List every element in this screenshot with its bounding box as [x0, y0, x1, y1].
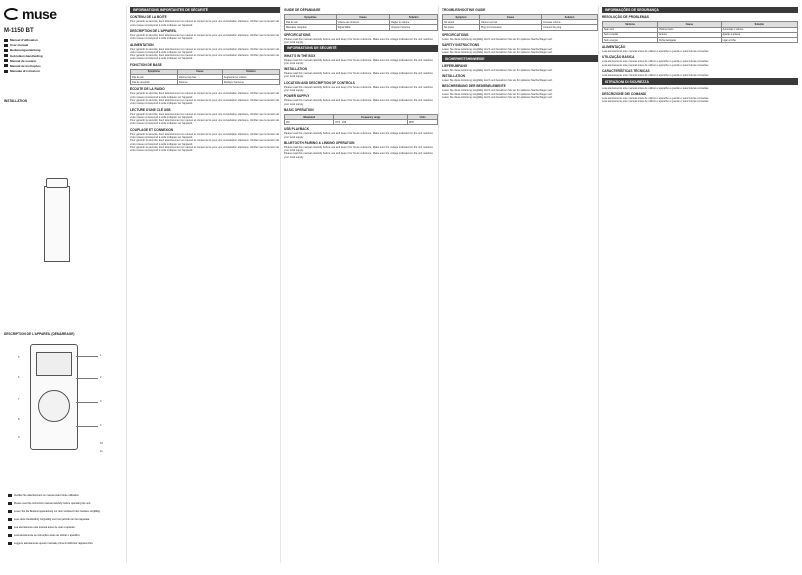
body-text: Pour garantir la sécurité, lisez attentivement ce manuel et conservez-le pour une consultation ultérieure. Vérifiez que la tension de votre réseau correspond à celle indiquée sur l'appareil. — [130, 139, 280, 146]
section-heading: LECTURE D'UNE CLÉ USB — [130, 107, 171, 112]
callout-number: 10 — [100, 442, 103, 445]
body-text: Leia atentamente este manual antes de utilizar o aparelho e guarde-o para futuras consultas. — [602, 96, 709, 100]
flag-icon — [4, 64, 8, 67]
portuguese-panel — [602, 6, 798, 563]
device-side-illustration — [44, 186, 70, 262]
flag-icon — [8, 542, 12, 545]
section-banner: INFORMAÇÕES DE SEGURANÇA — [602, 7, 798, 13]
device-display-illustration — [36, 352, 72, 376]
body-text: Pour garantir la sécurité, lisez attentivement ce manuel et conservez-le pour une consultation ultérieure. Vérifiez que la tension de votre réseau correspond à celle indiquée sur l'appareil. — [130, 47, 280, 54]
body-text: Lesen Sie diese Anleitung sorgfältig durch und bewahren Sie sie für späteres Nachschlagen auf. — [442, 51, 553, 55]
body-text: Leia atentamente este manual antes de utilizar o aparelho e guarde-o para futuras consultas. — [602, 60, 709, 64]
table-header-row: Symptôme Cause Solution — [131, 69, 280, 74]
section-heading: ALIMENTATION — [130, 42, 154, 47]
flag-icon — [8, 526, 12, 529]
german-panel — [442, 6, 599, 563]
cover-panel — [4, 6, 127, 563]
notice-row: Leia atentamente as instruções antes de utilizar o aparelho. — [8, 534, 80, 537]
callout-line — [76, 402, 98, 403]
notice-row: Lea atentamente este manual antes de usar el aparato. — [8, 526, 75, 529]
table-row: Pas de réception Antenne Déployer l'antenne — [131, 80, 280, 85]
section-heading: WHAT'S IN THE BOX — [284, 53, 316, 58]
table-header-row: Waveband Frequency range Units — [285, 114, 438, 119]
language-item: User manual — [4, 43, 126, 47]
table-header-row: Sintoma Causa Solução — [603, 22, 798, 27]
logo-swirl-icon — [4, 8, 20, 20]
section-heading: INSTALLATION — [442, 74, 465, 79]
section-heading: INSTALLATION — [284, 67, 307, 72]
section-heading: USB PLAYBACK — [284, 127, 310, 132]
body-text: Lesen Sie diese Anleitung sorgfältig durch und bewahren Sie sie für späteres Nachschlagen auf. — [442, 37, 553, 41]
flag-icon — [8, 518, 12, 521]
body-text: Pour garantir la sécurité, lisez attentivement ce manuel et conservez-le pour une consultation ultérieure. Vérifiez que la tension de votre réseau correspond à celle indiquée sur l'appareil. — [130, 54, 280, 61]
speaker-grille-illustration — [38, 390, 70, 422]
section-heading: ALIMENTAÇÃO — [602, 45, 626, 50]
body-text: Pour garantir la sécurité, lisez attentivement ce manuel et conservez-le pour une consultation ultérieure. Vérifiez que la tension de votre réseau correspond à celle indiquée sur l'appareil. — [130, 145, 280, 153]
body-text: Please read this manual carefully before use and keep it for future reference. Make sure the voltage indicated on the unit matches your local supply. — [284, 99, 433, 106]
flag-icon — [8, 502, 12, 505]
body-text: Please read this manual carefully before use and keep it for future reference. Make sure the voltage indicated on the unit matches your local supply. — [284, 145, 433, 153]
callout-number: 2 — [100, 376, 102, 379]
table-header-row: Symptôme Cause Solution — [285, 15, 438, 20]
callout-number: 9 — [18, 436, 20, 439]
section-heading: UTILIZAÇÃO BÁSICA — [602, 55, 635, 60]
body-text: Leia atentamente este manual antes de utilizar o aparelho e guarde-o para futuras consultas. — [602, 100, 709, 104]
table-row: FM 87.5 - 108 MHz — [285, 120, 438, 125]
description-heading: DESCRIPTION DE L'APPAREIL (DÉMARRAGE) — [4, 332, 75, 336]
section-heading: BASIC OPERATION — [284, 107, 314, 112]
notice-row: Please read the instruction manual carefully before operating the unit. — [8, 502, 91, 505]
callout-number: 1 — [100, 354, 102, 357]
brand-name: muse — [22, 6, 57, 22]
callout-line — [76, 426, 98, 427]
notice-row: Lesen Sie die Bedienungsanleitung vor dem Gebrauch des Gerätes sorgfältig. — [8, 510, 100, 513]
flag-icon — [4, 39, 8, 42]
flag-icon — [8, 534, 12, 537]
body-text: Leia atentamente este manual antes de utilizar o aparelho e guarde-o para futuras consultas. — [602, 86, 709, 90]
section-heading: GUIDE DE DÉPANNAGE — [284, 8, 321, 12]
body-text: Pour garantir la sécurité, lisez attentivement ce manuel et conservez-le pour une consultation ultérieure. Vérifiez que la tension de votre réseau correspond à celle indiquée sur l'appareil. — [130, 33, 280, 41]
notice-row: Veuillez lire attentivement ce manuel avant toute utilisation. — [8, 494, 79, 497]
section-heading: CARACTERÍSTICAS TÉCNICAS — [602, 69, 650, 74]
troubleshooting-table — [284, 14, 438, 31]
notice-row: Leggere attentamente questo manuale prima di utilizzare l'apparecchio. — [8, 542, 93, 545]
section-heading: ÉCOUTE DE LA RADIO — [130, 87, 165, 92]
language-list — [4, 38, 126, 73]
section-banner: SICHERHEITSHINWEISE — [442, 55, 598, 61]
table-header-row: Symptom Cause Solution — [443, 15, 598, 20]
flag-icon — [4, 49, 8, 52]
device-top-illustration — [46, 178, 68, 188]
section-heading: FONCTION DE BASE — [130, 62, 162, 67]
language-item: Manual de instruções — [4, 64, 126, 68]
language-item: Bedienungsanleitung — [4, 48, 126, 52]
callout-number: 5 — [18, 356, 20, 359]
body-text: Pour garantir la sécurité, lisez attentivement ce manuel et conservez-le pour une consultation ultérieure. Vérifiez que la tension de votre réseau correspond à celle indiquée sur l'appareil. — [130, 112, 280, 119]
body-text: Leia atentamente este manual antes de utilizar o aparelho e guarde-o para futuras consultas. — [602, 74, 709, 78]
flag-icon — [8, 494, 12, 497]
section-heading: DESCRIZIONE DEI COMANDI — [602, 91, 647, 96]
body-text: Lesen Sie diese Anleitung sorgfältig durch und bewahren Sie sie für späteres Nachschlagen auf. — [442, 68, 553, 72]
language-item: Manuel d'utilisation — [4, 38, 126, 42]
language-item: Manual de usuario — [4, 59, 126, 63]
installation-heading: INSTALLATION — [4, 99, 27, 104]
body-text: Pour garantir la sécurité, lisez attentivement ce manuel et conservez-le pour une consultation ultérieure. Vérifiez que la tension de votre réseau correspond à celle indiquée sur l'appareil. — [130, 20, 280, 27]
language-item: Gebruikershandleiding — [4, 54, 126, 58]
table-row: Pas de son Volume trop bas Augmenter le volume — [131, 74, 280, 79]
section-heading: POWER SUPPLY — [284, 94, 310, 99]
spec-table — [284, 114, 438, 125]
body-text: Pour garantir la sécurité, lisez attentivement ce manuel et conservez-le pour une consultation ultérieure. Vérifiez que la tension de votre réseau correspond à celle indiquée sur l'appareil. — [130, 119, 280, 126]
table-row: No power Plug not connected Connect the plug — [443, 25, 598, 30]
table-row: Mauvaise réception Signal faible Orienter l'antenne — [285, 25, 438, 30]
french-panel — [130, 6, 281, 563]
body-text: Lesen Sie diese Anleitung sorgfältig durch und bewahren Sie sie für späteres Nachschlagen auf. — [442, 96, 553, 100]
flag-icon — [8, 510, 12, 513]
table-row: Sem energia Ficha desligada Ligar a ficha — [603, 37, 798, 42]
flag-icon — [4, 44, 8, 47]
notice-row: Lees deze handleiding zorgvuldig voor het gebruik van het apparaat. — [8, 518, 90, 521]
callout-number: 3 — [100, 400, 102, 403]
callout-number: 6 — [18, 376, 20, 379]
callout-line — [76, 378, 98, 379]
body-text: Pour garantir la sécurité, lisez attentivement ce manuel et conservez-le pour une consultation ultérieure. Vérifiez que la tension de votre réseau correspond à celle indiquée sur l'appareil. — [130, 98, 280, 106]
section-heading: SPECIFICATIONS — [442, 32, 469, 37]
callout-line — [76, 356, 98, 357]
body-text: Lesen Sie diese Anleitung sorgfältig durch und bewahren Sie sie für späteres Nachschlagen auf. — [442, 92, 553, 96]
section-banner: INFORMATIONS IMPORTANTES DE SÉCURITÉ — [130, 7, 280, 13]
troubleshooting-table — [602, 21, 798, 43]
section-heading: BESCHREIBUNG DER BEDIENELEMENTE — [442, 84, 506, 89]
callout-number: 11 — [100, 450, 103, 453]
section-heading: CONTENU DE LA BOITE — [130, 15, 167, 20]
flag-icon — [4, 70, 8, 73]
model-name: M-1150 BT — [4, 28, 34, 34]
table-row: Sem receção Antena Ajustar a antena — [603, 32, 798, 37]
table-row: Sem som Volume baixo Aumentar o volume — [603, 27, 798, 32]
body-text: Lesen Sie diese Anleitung sorgfältig durch und bewahren Sie sie für späteres Nachschlagen auf. — [442, 47, 553, 51]
section-heading: SPÉCIFICATIONS — [284, 32, 311, 37]
body-text: Please read this manual carefully before use and keep it for future reference. Make sure the voltage indicated on the unit matches your local supply. — [284, 85, 433, 93]
body-text: Lesen Sie diese Anleitung sorgfältig durch und bewahren Sie sie für späteres Nachschlagen auf. — [442, 89, 553, 93]
body-text: Pour garantir la sécurité, lisez attentivement ce manuel et conservez-le pour une consultation ultérieure. Vérifiez que la tension de votre réseau correspond à celle indiquée sur l'appareil. — [130, 92, 280, 99]
body-text: Please read this manual carefully before use and keep it for future reference. Make sure the voltage indicated on the unit matches your local supply. — [284, 152, 433, 159]
body-text: Pour garantir la sécurité, lisez attentivement ce manuel et conservez-le pour une consultation ultérieure. Vérifiez que la tension de votre réseau correspond à celle indiquée sur l'appareil. — [130, 132, 280, 139]
flag-icon — [4, 59, 8, 62]
section-heading: LIEFERUMFANG — [442, 63, 468, 68]
info-table — [130, 69, 280, 86]
language-item: Manuale di istruzioni — [4, 69, 126, 73]
brand-logo — [4, 6, 126, 22]
body-text: Please read this manual carefully before use and keep it for future reference. Make sure the voltage indicated on the unit matches your local supply. — [284, 37, 433, 44]
section-heading: SAFETY INSTRUCTIONS — [442, 42, 480, 47]
body-text: Leia atentamente este manual antes de utilizar o aparelho e guarde-o para futuras consultas. — [602, 63, 709, 67]
section-heading: LOCATION AND DESCRIPTION OF CONTROLS — [284, 80, 355, 85]
callout-number: 4 — [100, 424, 102, 427]
troubleshooting-table — [442, 14, 598, 31]
body-text: Lesen Sie diese Anleitung sorgfältig durch und bewahren Sie sie für späteres Nachschlagen auf. — [442, 79, 553, 83]
section-banner: INFORMATIONS DE SÉCURITÉ — [284, 45, 438, 51]
section-heading: DESCRIPTION DE L'APPAREIL — [130, 28, 177, 33]
flag-icon — [4, 54, 8, 57]
table-row: No sound Volume too low Increase volume — [443, 20, 598, 25]
body-text: Leia atentamente este manual antes de utilizar o aparelho e guarde-o para futuras consultas. — [602, 50, 709, 54]
table-row: Pas de son Volume au minimum Régler le volume — [285, 20, 438, 25]
callout-number: 8 — [18, 418, 20, 421]
section-heading: COUPLAGE ET CONNEXION — [130, 127, 174, 132]
section-heading: RESOLUÇÃO DE PROBLEMAS — [602, 15, 649, 20]
body-text: Please read this manual carefully before use and keep it for future reference. Make sure the voltage indicated on the unit matches your local supply. — [284, 132, 433, 139]
body-text: Please read this manual carefully before use and keep it for future reference. Make sure the voltage indicated on the unit matches your local supply. — [284, 72, 433, 79]
english-panel — [284, 6, 439, 563]
section-heading: TROUBLESHOOTING GUIDE — [442, 8, 486, 12]
body-text: Please read this manual carefully before use and keep it for future reference. Make sure the voltage indicated on the unit matches your local supply. — [284, 58, 433, 65]
section-banner: ISTRUZIONI DI SICUREZZA — [602, 78, 798, 84]
section-heading: BLUETOOTH PAIRING & LINKING OPERATION — [284, 140, 355, 145]
callout-number: 7 — [18, 398, 20, 401]
